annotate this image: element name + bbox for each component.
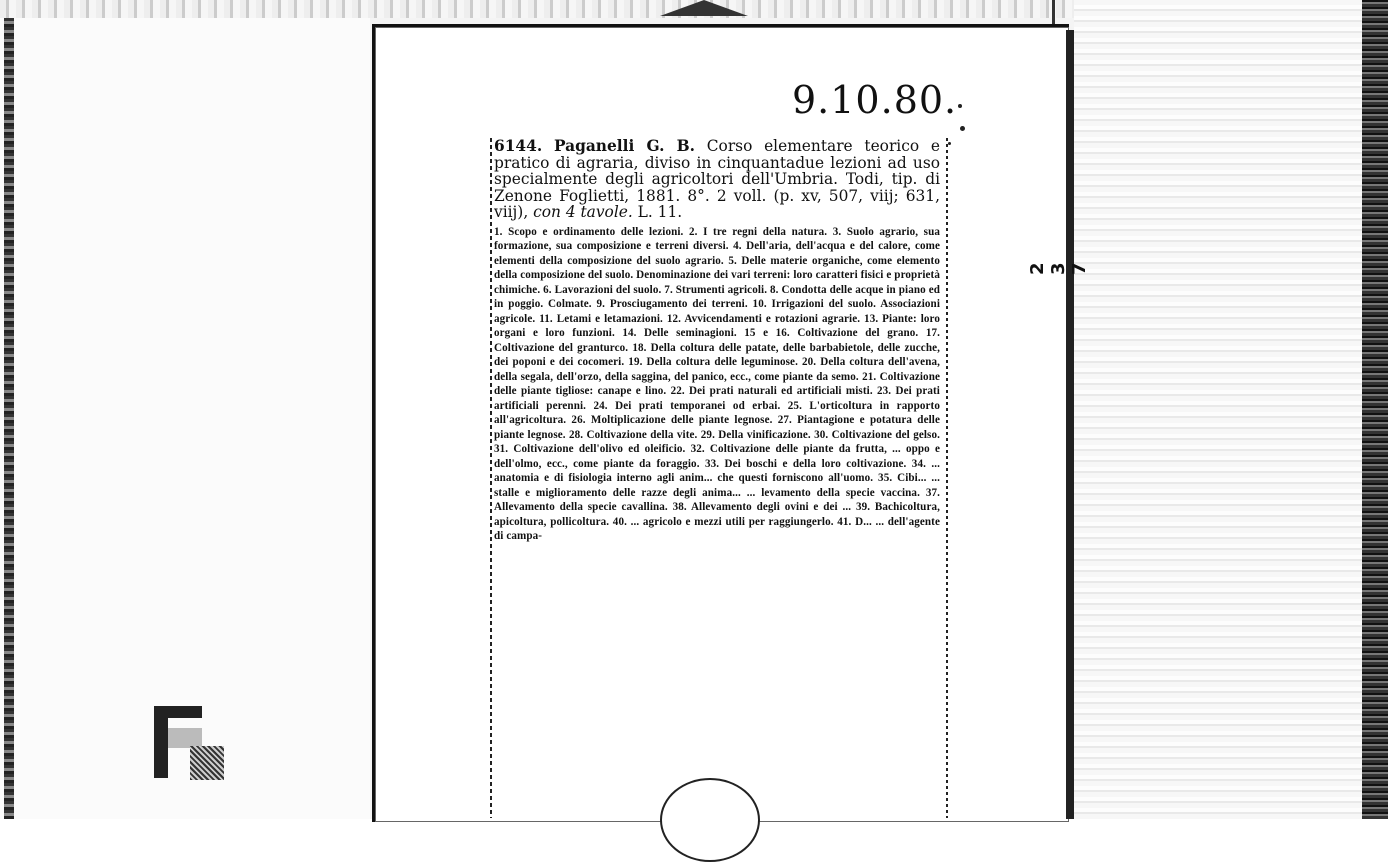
ink-speck [960,126,965,131]
entry-plates: con 4 tavole. [533,203,633,221]
entry-imprint: Todi, tip. di Zenone Foglietti, 1881. 8°. 2 voll. (p. xv, 507, viij; 631, viij), [494,170,940,221]
bibliographic-entry [494,138,940,544]
clipping-left-edge [490,138,492,818]
entry-contents: 1. Scopo e ordinamento delle lezioni. 2. I tre regni della natura. 3. Suolo agrario, sua formazione, sua composizione e terreni diversi. 4. Dell'aria, dell'acqua e del calore, come elementi della composizione del suolo agrario. 5. Delle materie organiche, come elemento della composizione del suolo. Denominazione dei vari terreni: loro caratteri fisici e proprietà chimiche. 6. Lavorazioni del suolo. 7. Strumenti agricoli. 8. Condotta delle acque in piano ed in poggio. Colmate. 9. Prosciugamento dei terreni. 10. Irrigazioni del suolo. Associazioni agricole. 11. Letami e letamazioni. 12. Avvicendamenti e rotazioni agrarie. 13. Piante: loro organi e loro funzioni. 14. Delle seminagioni. 15 e 16. Coltivazione del grano. 17. Coltivazione del granturco. 18. Della coltura delle patate, delle barbabietole, delle zucche, dei poponi e dei cocomeri. 19. Della coltura delle leguminose. 20. Della coltura dell'avena, della segala, dell'orzo, della saggina, del panico, ecc., come piante da semo. 21. Coltivazione delle piante tigliose: canape e lino. 22. Dei prati naturali ed artificiali misti. 23. Dei prati artificiali perenni. 24. Dei prati temporanei od erbai. 25. L'orticoltura in rapporto all'agricoltura. 26. Moltiplicazione delle piante legnose. 27. Piantagione e potatura delle piante legnose. 28. Coltivazione della vite. 29. Della vinificazione. 30. Coltivazione del gelso. 31. Coltivazione dell'olivo ed oleificio. 32. Coltivazione delle piante da frutta, ... oppo e dell'olmo, ecc., come piante da foraggio. 33. Dei boschi e della loro coltivazione. 34. ... anatomia e di fisiologia interno agli anim... che questi forniscono all'uomo. 35. Cibi... ... stalle e miglioramento delle razze degli anima... ... levamento della specie vaccina. 37. Allevamento della specie cavallina. 38. Allevamento degli ovini e dei ... 39. Bachicoltura, apicoltura, pollicoltura. 40. ... agricolo e mezzi utili per raggiungerlo. 41. D... ... dell'agente di campa- [494,225,940,542]
card-right-edge [1066,30,1074,819]
punch-hole [632,664,736,764]
handwritten-date: 9.10.80. [792,78,958,122]
entry-price: L. 11. [637,203,683,221]
clipping-right-edge [946,138,948,818]
entry-title: Corso elementare teorico e pratico di agraria, diviso in cinquantadue lezioni ad uso specialmente degli agricoltori dell'Umbria. [494,137,940,188]
right-page-edge [1362,0,1388,819]
handwritten-side-note: 2 3 7 [1027,262,1090,275]
right-blank-page [1074,0,1374,819]
corner-stamp-mark [150,706,224,778]
top-marker-arrow [660,0,748,16]
left-blank-page [0,0,370,819]
left-page-edge [4,0,14,819]
entry-heading [494,138,940,221]
ink-speck [958,104,962,108]
punch-hole-lower [660,778,760,862]
entry-number: 6144. [494,137,543,155]
ink-speck [948,142,951,145]
entry-author: Paganelli G. B. [553,137,696,155]
